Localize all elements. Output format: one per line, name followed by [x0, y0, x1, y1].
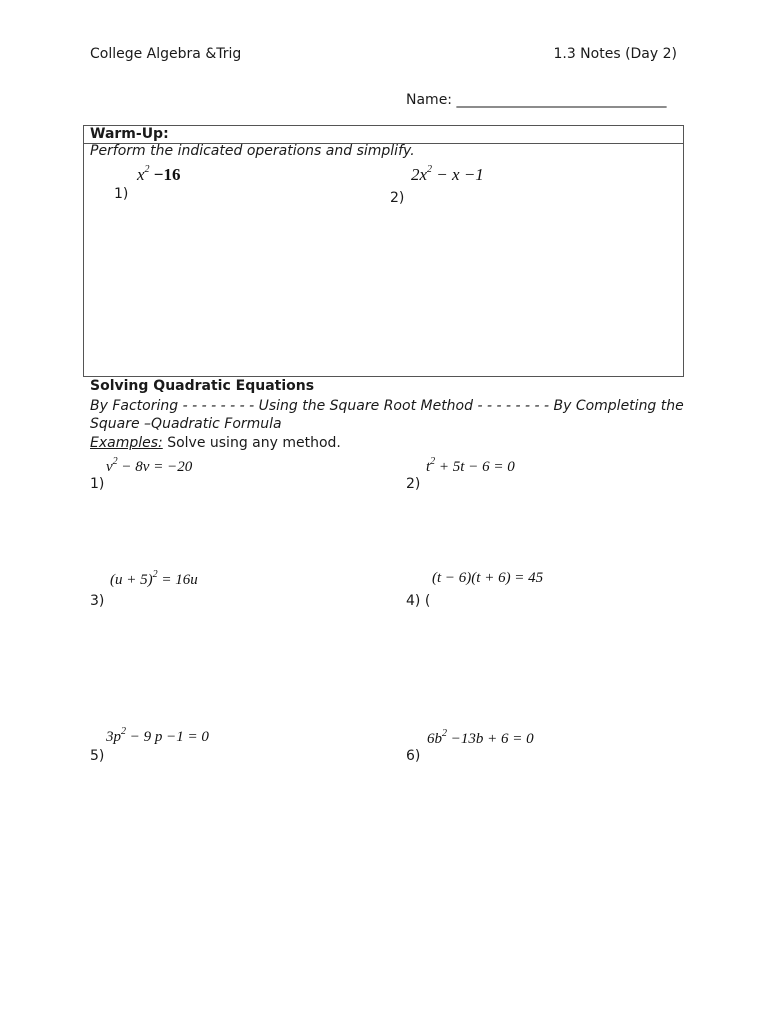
math-term: x	[137, 165, 145, 184]
example-5-expression	[106, 727, 209, 746]
examples-instruction	[90, 435, 341, 451]
math-term: 2x	[411, 165, 428, 184]
math-term: v	[106, 459, 113, 475]
math-exponent: 2	[152, 569, 158, 580]
math-exponent: 2	[427, 164, 433, 176]
math-term: − 8v = −20	[117, 459, 193, 475]
course-title: College Algebra &Trig	[90, 46, 242, 62]
example-3-number: 3)	[90, 593, 105, 609]
example-4-expression	[432, 570, 543, 587]
math-term: 6b	[427, 731, 442, 747]
example-3-expression	[110, 570, 198, 589]
math-term: −13b + 6 = 0	[447, 731, 534, 747]
warmup-title: Warm-Up:	[90, 126, 169, 142]
math-term: t	[426, 459, 431, 475]
warmup-problem-1-expression	[137, 165, 180, 185]
math-term: 3p	[106, 729, 121, 745]
math-exponent: 2	[144, 164, 150, 176]
example-6-number: 6)	[406, 748, 421, 764]
math-term: (t − 6)(t + 6) = 45	[432, 570, 544, 586]
example-4-number: 4) (	[406, 593, 431, 609]
warmup-box	[83, 125, 684, 377]
example-5-number: 5)	[90, 748, 105, 764]
warmup-problem-2-number: 2)	[390, 190, 405, 206]
math-term: (u + 5)	[110, 572, 153, 588]
example-6-expression	[427, 729, 534, 748]
math-exponent: 2	[430, 456, 436, 467]
math-term: − 9 p −1 = 0	[126, 729, 209, 745]
notes-title: 1.3 Notes (Day 2)	[553, 46, 677, 62]
math-term: = 16u	[157, 572, 198, 588]
math-exponent: 2	[112, 456, 118, 467]
example-1-number: 1)	[90, 476, 105, 492]
example-1-expression	[106, 457, 192, 476]
methods-line-1: By Factoring - - - - - - - - Using the Square Root Method - - - - - - - - By Completing the	[90, 398, 684, 414]
warmup-problem-2-expression	[411, 165, 484, 185]
section-title: Solving Quadratic Equations	[90, 378, 315, 394]
example-2-expression	[426, 457, 515, 476]
math-exponent: 2	[442, 728, 447, 739]
math-term: + 5t − 6 = 0	[435, 459, 515, 475]
math-exponent: 2	[121, 726, 126, 737]
math-term: −16	[149, 165, 181, 184]
warmup-problem-1-number: 1)	[114, 186, 129, 202]
math-term: − x −1	[432, 165, 484, 184]
examples-label: Examples:	[90, 435, 163, 451]
warmup-instruction: Perform the indicated operations and simplify.	[90, 143, 415, 159]
name-field[interactable]: Name: ______________________________	[406, 92, 667, 108]
example-2-number: 2)	[406, 476, 421, 492]
examples-text: Solve using any method.	[162, 435, 341, 451]
methods-line-2: Square –Quadratic Formula	[90, 416, 282, 432]
